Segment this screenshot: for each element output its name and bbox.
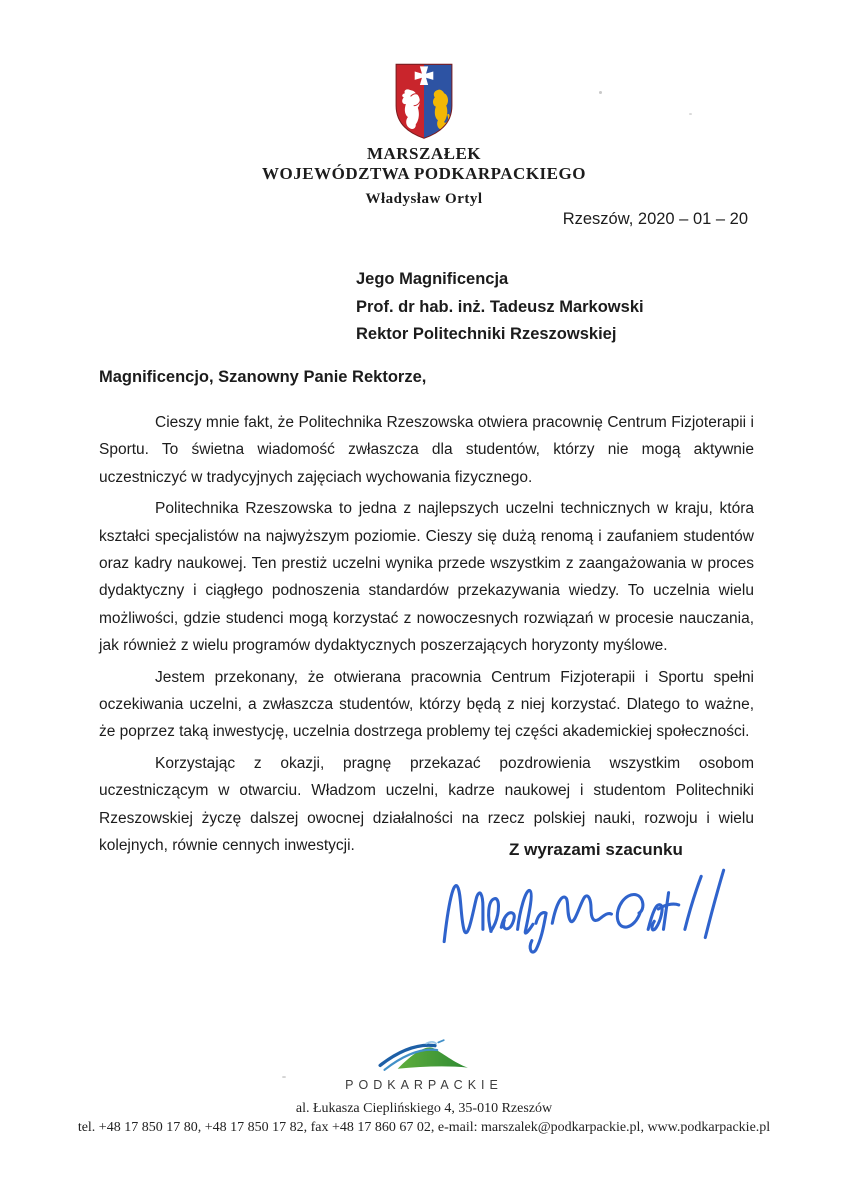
letter-body — [99, 409, 754, 864]
scan-speck — [599, 91, 602, 94]
footer-contact — [0, 1099, 848, 1137]
salutation: Magnificencjo, Szanowny Panie Rektorze, — [99, 368, 427, 386]
signature-autograph — [436, 864, 742, 961]
paragraph: Politechnika Rzeszowska to jedna z najlepszych uczelni technicznych w kraju, która kształci specjalistów na najwyższym poziomie. Cieszy się dużą renomą i zaufaniem studentów oraz kadry naukowej. Ten prestiż uczelni wynika przede wszystkim z zaangażowania w proces dydaktyczny i ciągłego podnoszenia standardów przekazywania wiedzy. To uczelnia wielu możliwości, gdzie studenci mogą korzystać z nowoczesnych rozwiązań w procesie nauczania, jak również z wielu programów dydaktycznych poszerzających horyzonty myślowe. — [99, 500, 754, 655]
scan-speck — [282, 1076, 286, 1078]
footer-address-line: al. Łukasza Cieplińskiego 4, 35-010 Rzeszów — [295, 1101, 553, 1116]
recipient-line: Prof. dr hab. inż. Tadeusz Markowski — [356, 297, 644, 316]
coat-of-arms-icon — [393, 62, 455, 145]
letterhead — [0, 144, 848, 209]
official-name: Władysław Ortyl — [365, 191, 483, 207]
recipient-block — [356, 266, 644, 349]
podkarpackie-logo-icon — [369, 1038, 479, 1072]
paragraph: Jestem przekonany, że otwierana pracownia Centrum Fizjoterapii i Sportu spełni oczekiwania uczelni, a zwłaszcza studentów, którzy będą z niej korzystać. Dlatego to ważne, że poprzez taką inwestycję, uczelnia dostrzega problemy tej części akademickiej społeczności. — [99, 668, 754, 741]
footer-brand-name: PODKARPACKIE — [345, 1078, 503, 1092]
scan-speck — [689, 113, 692, 115]
recipient-line: Rektor Politechniki Rzeszowskiej — [356, 325, 617, 343]
office-title-line1: MARSZAŁEK — [366, 144, 482, 163]
paragraph: Cieszy mnie fakt, że Politechnika Rzeszowska otwiera pracownię Centrum Fizjoterapii i Sportu. To świetna wiadomość zwłaszcza dla studentów, którzy nie mogą aktywnie uczestniczyć w tradycyjnych zajęciach wychowania fizycznego. — [99, 414, 754, 486]
closing-phrase: Z wyrazami szacunku — [509, 840, 683, 859]
place-and-date: Rzeszów, 2020 – 01 – 20 — [562, 210, 748, 228]
footer-brand — [0, 1038, 848, 1092]
paragraph: Korzystając z okazji, pragnę przekazać pozdrowienia wszystkim osobom uczestniczącym w otwarciu. Władzom uczelni, kadrze naukowej i studentom Politechniki Rzeszowskiej życzę dalszej owocnej działalności na rzecz polskiej nauki, rozwoju i wielu kolejnych, równie cennych inwestycji. — [99, 754, 754, 855]
footer-contact-line: tel. +48 17 850 17 80, +48 17 850 17 82, fax +48 17 860 67 02, e-mail: marszalek@podkarpackie.pl, www.podkarpackie.pl — [77, 1120, 771, 1135]
recipient-line: Jego Magnificencja — [356, 270, 509, 288]
office-title-line2: WOJEWÓDZTWA PODKARPACKIEGO — [262, 164, 586, 183]
